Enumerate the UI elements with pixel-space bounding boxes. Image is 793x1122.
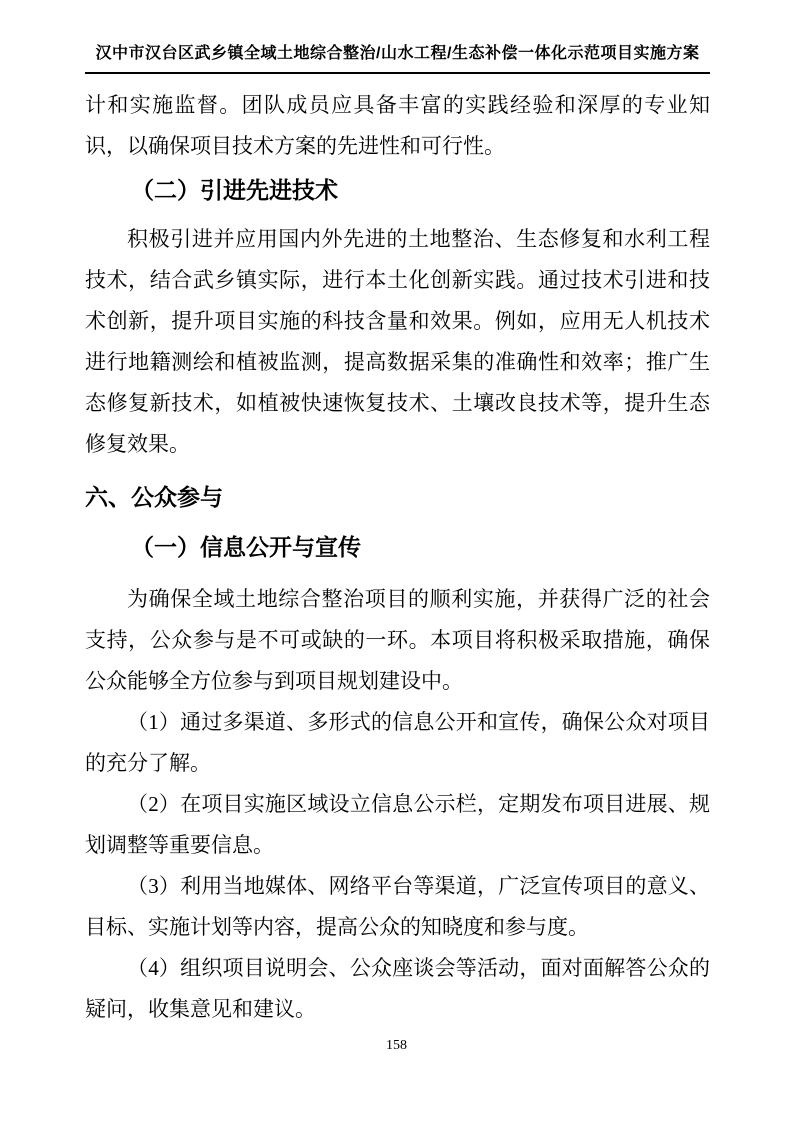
paragraph-team-continuation: 计和实施监督。团队成员应具备丰富的实践经验和深厚的专业知识，以确保项目技术方案的先进性和可行性。: [85, 93, 710, 158]
heading-intro-advanced-technology: （二）引进先进技术: [131, 177, 338, 203]
document-header-title: 汉中市汉台区武乡镇全域土地综合整治/山水工程/生态补偿一体化示范项目实施方案: [95, 45, 700, 62]
paragraph-information-publicity: 为确保全域土地综合整治项目的顺利实施，并获得广泛的社会支持，公众参与是不可或缺的一环。本项目将积极采取措施，确保公众能够全方位参与到项目规划建设中。: [85, 587, 710, 693]
page-number: 158: [386, 1038, 407, 1053]
heading-information-publicity: （一）信息公开与宣传: [131, 534, 361, 560]
list-item-4: （4）组织项目说明会、公众座谈会等活动，面对面解答公众的疑问，收集意见和建议。: [85, 956, 710, 1021]
heading-public-participation: 六、公众参与: [85, 484, 223, 510]
list-item-1: （1）通过多渠道、多形式的信息公开和宣传，确保公众对项目的充分了解。: [85, 710, 710, 775]
list-item-2: （2）在项目实施区域设立信息公示栏，定期发布项目进展、规划调整等重要信息。: [85, 792, 710, 857]
document-header: [85, 42, 710, 74]
paragraph-intro-advanced-technology: 积极引进并应用国内外先进的土地整治、生态修复和水利工程技术，结合武乡镇实际，进行本土化创新实践。通过技术引进和技术创新，提升项目实施的科技含量和效果。例如，应用无人机技术进行地籍测绘和植被监测，提高数据采集的准确性和效率；推广生态修复新技术，如植被快速恢复技术、土壤改良技术等，提升生态修复效果。: [85, 227, 710, 456]
list-item-3: （3）利用当地媒体、网络平台等渠道，广泛宣传项目的意义、目标、实施计划等内容，提高公众的知晓度和参与度。: [85, 874, 710, 939]
